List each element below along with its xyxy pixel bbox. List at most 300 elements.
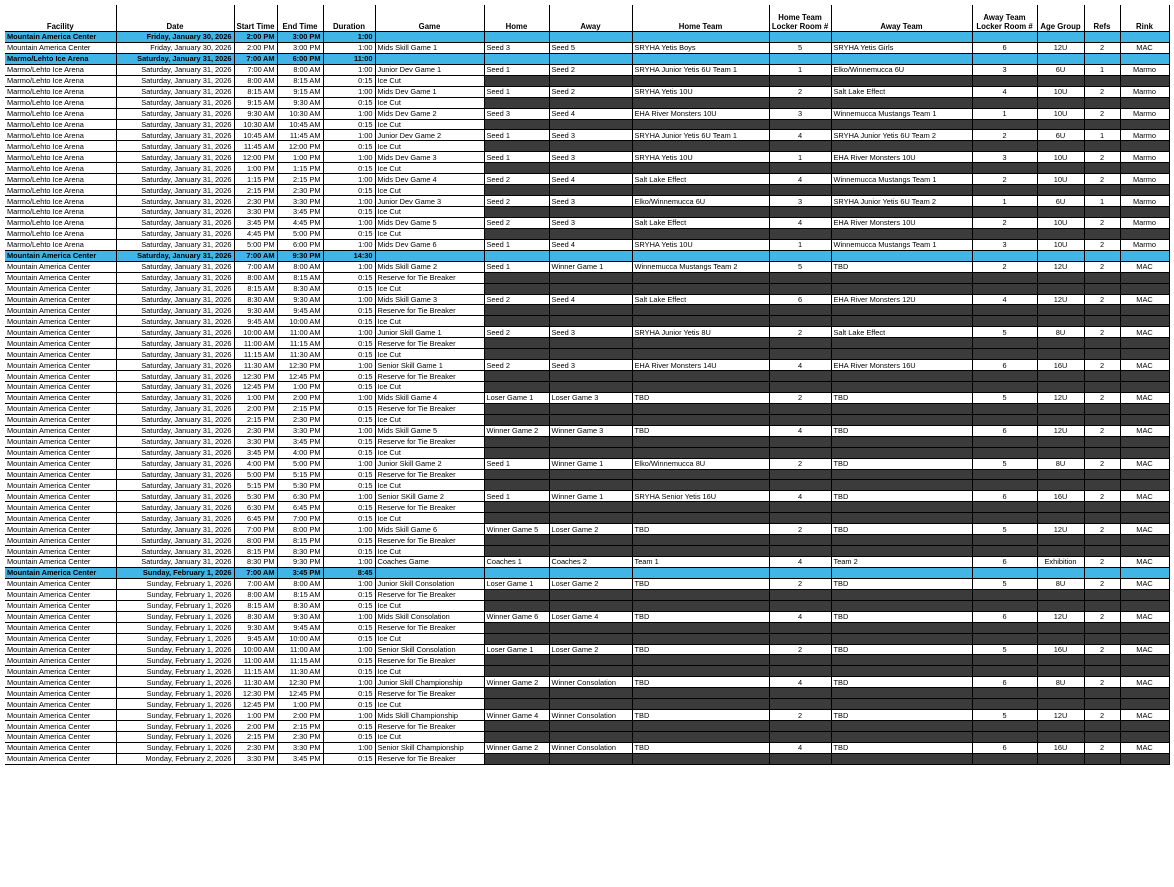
- cell-duration[interactable]: 0:15: [323, 228, 375, 239]
- cell-away[interactable]: Seed 3: [549, 130, 632, 141]
- cell-refs[interactable]: 2: [1084, 524, 1120, 535]
- cell-empty[interactable]: [549, 283, 632, 294]
- cell-end-time[interactable]: 6:45 PM: [277, 502, 323, 513]
- cell-duration[interactable]: 0:15: [323, 589, 375, 600]
- cell-facility[interactable]: Marmo/Lehto Ice Arena: [5, 185, 116, 196]
- col-age-group[interactable]: Age Group: [1037, 5, 1084, 32]
- cell-empty[interactable]: [632, 502, 769, 513]
- cell-empty[interactable]: [632, 228, 769, 239]
- cell-empty[interactable]: [1037, 250, 1084, 261]
- cell-empty[interactable]: [549, 721, 632, 732]
- cell-away-team[interactable]: Elko/Winnemucca 6U: [831, 64, 972, 75]
- cell-date[interactable]: Saturday, January 31, 2026: [116, 403, 234, 414]
- cell-start-time[interactable]: 2:15 PM: [234, 414, 277, 425]
- cell-home[interactable]: Loser Game 1: [484, 392, 549, 403]
- cell-facility[interactable]: Mountain America Center: [5, 480, 116, 491]
- cell-game[interactable]: Senior SKill Game 2: [375, 491, 484, 502]
- cell-empty[interactable]: [769, 53, 831, 64]
- cell-game[interactable]: Senior Skill Championship: [375, 742, 484, 753]
- cell-home-team[interactable]: Team 1: [632, 557, 769, 568]
- cell-empty[interactable]: [769, 469, 831, 480]
- cell-end-time[interactable]: 9:30 AM: [277, 97, 323, 108]
- cell-rink[interactable]: MAC: [1120, 611, 1169, 622]
- cell-age-group[interactable]: 16U: [1037, 360, 1084, 371]
- cell-empty[interactable]: [972, 469, 1037, 480]
- cell-away-team[interactable]: EHA River Monsters 12U: [831, 294, 972, 305]
- cell-empty[interactable]: [484, 97, 549, 108]
- cell-game[interactable]: Ice Cut: [375, 546, 484, 557]
- cell-end-time[interactable]: 10:30 AM: [277, 108, 323, 119]
- cell-empty[interactable]: [972, 513, 1037, 524]
- cell-end-time[interactable]: 12:30 PM: [277, 360, 323, 371]
- cell-empty[interactable]: [972, 699, 1037, 710]
- cell-start-time[interactable]: 2:30 PM: [234, 425, 277, 436]
- cell-start-time[interactable]: 11:15 AM: [234, 666, 277, 677]
- cell-facility[interactable]: Mountain America Center: [5, 360, 116, 371]
- cell-empty[interactable]: [549, 622, 632, 633]
- cell-start-time[interactable]: 8:15 AM: [234, 600, 277, 611]
- cell-home-locker[interactable]: 2: [769, 578, 831, 589]
- cell-start-time[interactable]: 8:00 AM: [234, 75, 277, 86]
- cell-empty[interactable]: [769, 753, 831, 764]
- cell-game[interactable]: Ice Cut: [375, 447, 484, 458]
- cell-empty[interactable]: [831, 699, 972, 710]
- cell-date[interactable]: Sunday, February 1, 2026: [116, 688, 234, 699]
- cell-facility[interactable]: Marmo/Lehto Ice Arena: [5, 152, 116, 163]
- cell-game[interactable]: Reserve for Tie Breaker: [375, 622, 484, 633]
- cell-away-locker[interactable]: 1: [972, 108, 1037, 119]
- cell-empty[interactable]: [1084, 546, 1120, 557]
- cell-facility[interactable]: Mountain America Center: [5, 535, 116, 546]
- cell-rink[interactable]: MAC: [1120, 392, 1169, 403]
- cell-empty[interactable]: [484, 283, 549, 294]
- cell-away-team[interactable]: Winnemucca Mustangs Team 1: [831, 108, 972, 119]
- cell-rink[interactable]: Marmo: [1120, 108, 1169, 119]
- cell-empty[interactable]: [549, 53, 632, 64]
- cell-away[interactable]: Seed 2: [549, 86, 632, 97]
- cell-away-team[interactable]: TBD: [831, 578, 972, 589]
- cell-date[interactable]: Saturday, January 31, 2026: [116, 272, 234, 283]
- cell-game[interactable]: Mids Dev Game 2: [375, 108, 484, 119]
- cell-empty[interactable]: [1084, 535, 1120, 546]
- cell-game[interactable]: Mids Dev Game 6: [375, 239, 484, 250]
- cell-age-group[interactable]: 8U: [1037, 327, 1084, 338]
- cell-empty[interactable]: [1084, 732, 1120, 743]
- cell-duration[interactable]: 1:00: [323, 611, 375, 622]
- cell-away[interactable]: Seed 2: [549, 64, 632, 75]
- cell-age-group[interactable]: 12U: [1037, 392, 1084, 403]
- cell-refs[interactable]: 2: [1084, 108, 1120, 119]
- cell-away[interactable]: Winner Game 3: [549, 425, 632, 436]
- cell-end-time[interactable]: 9:45 AM: [277, 305, 323, 316]
- cell-home-locker[interactable]: 3: [769, 196, 831, 207]
- cell-empty[interactable]: [972, 316, 1037, 327]
- cell-empty[interactable]: [769, 414, 831, 425]
- cell-empty[interactable]: [484, 502, 549, 513]
- cell-empty[interactable]: [632, 546, 769, 557]
- cell-home-team[interactable]: SRYHA Yetis 10U: [632, 239, 769, 250]
- cell-empty[interactable]: [549, 600, 632, 611]
- cell-home[interactable]: Seed 1: [484, 491, 549, 502]
- cell-date[interactable]: Saturday, January 31, 2026: [116, 163, 234, 174]
- cell-age-group[interactable]: 12U: [1037, 261, 1084, 272]
- cell-game[interactable]: Reserve for Tie Breaker: [375, 721, 484, 732]
- cell-start-time[interactable]: 1:00 PM: [234, 392, 277, 403]
- cell-date[interactable]: Saturday, January 31, 2026: [116, 349, 234, 360]
- cell-empty[interactable]: [1084, 283, 1120, 294]
- cell-start-time[interactable]: 8:30 AM: [234, 294, 277, 305]
- cell-start-time[interactable]: 8:00 PM: [234, 535, 277, 546]
- cell-empty[interactable]: [1084, 163, 1120, 174]
- cell-duration[interactable]: 1:00: [323, 152, 375, 163]
- cell-game[interactable]: Ice Cut: [375, 97, 484, 108]
- cell-empty[interactable]: [1084, 469, 1120, 480]
- cell-date[interactable]: Saturday, January 31, 2026: [116, 535, 234, 546]
- cell-empty[interactable]: [1120, 546, 1169, 557]
- cell-start-time[interactable]: 2:15 PM: [234, 732, 277, 743]
- cell-start-time[interactable]: 9:45 AM: [234, 633, 277, 644]
- cell-home[interactable]: Seed 1: [484, 152, 549, 163]
- cell-empty[interactable]: [831, 721, 972, 732]
- cell-empty[interactable]: [375, 53, 484, 64]
- cell-game[interactable]: Mids Skill Consolation: [375, 611, 484, 622]
- cell-empty[interactable]: [831, 622, 972, 633]
- cell-empty[interactable]: [549, 228, 632, 239]
- cell-empty[interactable]: [769, 546, 831, 557]
- cell-empty[interactable]: [972, 207, 1037, 218]
- cell-empty[interactable]: [1084, 272, 1120, 283]
- cell-empty[interactable]: [972, 535, 1037, 546]
- cell-end-time[interactable]: 2:30 PM: [277, 732, 323, 743]
- cell-empty[interactable]: [1120, 305, 1169, 316]
- cell-duration[interactable]: 1:00: [323, 86, 375, 97]
- cell-empty[interactable]: [1084, 382, 1120, 393]
- cell-away-locker[interactable]: 6: [972, 425, 1037, 436]
- cell-home[interactable]: Seed 1: [484, 239, 549, 250]
- cell-date[interactable]: Saturday, January 31, 2026: [116, 524, 234, 535]
- cell-empty[interactable]: [1037, 655, 1084, 666]
- cell-empty[interactable]: [1084, 305, 1120, 316]
- cell-duration[interactable]: 0:15: [323, 338, 375, 349]
- cell-age-group[interactable]: 6U: [1037, 196, 1084, 207]
- cell-date[interactable]: Saturday, January 31, 2026: [116, 371, 234, 382]
- cell-empty[interactable]: [831, 32, 972, 43]
- cell-empty[interactable]: [1120, 283, 1169, 294]
- cell-date[interactable]: Sunday, February 1, 2026: [116, 611, 234, 622]
- cell-home-team[interactable]: Elko/Winnemucca 6U: [632, 196, 769, 207]
- cell-date[interactable]: Saturday, January 31, 2026: [116, 392, 234, 403]
- cell-home-team[interactable]: TBD: [632, 611, 769, 622]
- cell-age-group[interactable]: Exhibition: [1037, 557, 1084, 568]
- cell-end-time[interactable]: 5:00 PM: [277, 228, 323, 239]
- cell-age-group[interactable]: 10U: [1037, 239, 1084, 250]
- cell-facility[interactable]: Marmo/Lehto Ice Arena: [5, 174, 116, 185]
- cell-empty[interactable]: [549, 97, 632, 108]
- cell-end-time[interactable]: 8:15 PM: [277, 535, 323, 546]
- cell-away-locker[interactable]: 6: [972, 42, 1037, 53]
- cell-refs[interactable]: 2: [1084, 557, 1120, 568]
- cell-empty[interactable]: [549, 688, 632, 699]
- cell-home[interactable]: Seed 2: [484, 327, 549, 338]
- cell-empty[interactable]: [831, 185, 972, 196]
- cell-empty[interactable]: [769, 403, 831, 414]
- cell-start-time[interactable]: 2:15 PM: [234, 185, 277, 196]
- cell-empty[interactable]: [632, 32, 769, 43]
- cell-away[interactable]: Coaches 2: [549, 557, 632, 568]
- col-end-time[interactable]: End Time: [277, 5, 323, 32]
- cell-empty[interactable]: [769, 75, 831, 86]
- cell-game[interactable]: Reserve for Tie Breaker: [375, 502, 484, 513]
- cell-home-team[interactable]: TBD: [632, 710, 769, 721]
- cell-home-locker[interactable]: 4: [769, 130, 831, 141]
- cell-end-time[interactable]: 2:30 PM: [277, 414, 323, 425]
- cell-date[interactable]: Saturday, January 31, 2026: [116, 64, 234, 75]
- cell-empty[interactable]: [1120, 349, 1169, 360]
- cell-empty[interactable]: [1120, 535, 1169, 546]
- cell-home[interactable]: Seed 1: [484, 458, 549, 469]
- cell-end-time[interactable]: 2:15 PM: [277, 721, 323, 732]
- cell-empty[interactable]: [831, 480, 972, 491]
- cell-game[interactable]: Mids Skill Championship: [375, 710, 484, 721]
- cell-end-time[interactable]: 8:15 AM: [277, 589, 323, 600]
- cell-empty[interactable]: [1120, 272, 1169, 283]
- cell-game[interactable]: Coaches Game: [375, 557, 484, 568]
- cell-empty[interactable]: [1037, 283, 1084, 294]
- cell-age-group[interactable]: 12U: [1037, 425, 1084, 436]
- cell-away[interactable]: Loser Game 3: [549, 392, 632, 403]
- cell-away[interactable]: Seed 4: [549, 108, 632, 119]
- cell-rink[interactable]: MAC: [1120, 578, 1169, 589]
- cell-empty[interactable]: [831, 688, 972, 699]
- cell-date[interactable]: Saturday, January 31, 2026: [116, 239, 234, 250]
- cell-home-team[interactable]: TBD: [632, 392, 769, 403]
- cell-home[interactable]: Winner Game 2: [484, 425, 549, 436]
- cell-age-group[interactable]: 12U: [1037, 294, 1084, 305]
- cell-home[interactable]: Seed 3: [484, 42, 549, 53]
- cell-date[interactable]: Saturday, January 31, 2026: [116, 502, 234, 513]
- cell-home[interactable]: Seed 3: [484, 108, 549, 119]
- cell-empty[interactable]: [1037, 403, 1084, 414]
- cell-facility[interactable]: Mountain America Center: [5, 633, 116, 644]
- cell-empty[interactable]: [484, 480, 549, 491]
- cell-end-time[interactable]: 11:00 AM: [277, 327, 323, 338]
- cell-empty[interactable]: [632, 721, 769, 732]
- cell-home-team[interactable]: TBD: [632, 425, 769, 436]
- cell-rink[interactable]: Marmo: [1120, 196, 1169, 207]
- cell-refs[interactable]: 2: [1084, 86, 1120, 97]
- cell-game[interactable]: Junior Skill Game 2: [375, 458, 484, 469]
- cell-refs[interactable]: 2: [1084, 578, 1120, 589]
- cell-facility[interactable]: Mountain America Center: [5, 458, 116, 469]
- cell-home-team[interactable]: SRYHA Yetis 10U: [632, 86, 769, 97]
- cell-date[interactable]: Saturday, January 31, 2026: [116, 425, 234, 436]
- cell-start-time[interactable]: 8:00 AM: [234, 272, 277, 283]
- cell-facility[interactable]: Mountain America Center: [5, 644, 116, 655]
- cell-empty[interactable]: [1037, 622, 1084, 633]
- cell-empty[interactable]: [1037, 513, 1084, 524]
- cell-empty[interactable]: [1037, 589, 1084, 600]
- cell-duration[interactable]: 0:15: [323, 316, 375, 327]
- cell-empty[interactable]: [632, 349, 769, 360]
- cell-end-time[interactable]: 5:30 PM: [277, 480, 323, 491]
- cell-rink[interactable]: MAC: [1120, 294, 1169, 305]
- cell-facility[interactable]: Mountain America Center: [5, 32, 116, 43]
- cell-start-time[interactable]: 7:00 PM: [234, 524, 277, 535]
- cell-empty[interactable]: [1037, 371, 1084, 382]
- cell-empty[interactable]: [1084, 349, 1120, 360]
- cell-age-group[interactable]: 12U: [1037, 710, 1084, 721]
- cell-empty[interactable]: [769, 502, 831, 513]
- cell-facility[interactable]: Mountain America Center: [5, 557, 116, 568]
- cell-facility[interactable]: Mountain America Center: [5, 611, 116, 622]
- cell-empty[interactable]: [831, 382, 972, 393]
- cell-duration[interactable]: 0:15: [323, 119, 375, 130]
- cell-empty[interactable]: [1037, 185, 1084, 196]
- cell-rink[interactable]: MAC: [1120, 677, 1169, 688]
- cell-start-time[interactable]: 7:00 AM: [234, 53, 277, 64]
- cell-empty[interactable]: [769, 600, 831, 611]
- cell-end-time[interactable]: 9:30 PM: [277, 250, 323, 261]
- cell-home[interactable]: Seed 2: [484, 174, 549, 185]
- cell-game[interactable]: Reserve for Tie Breaker: [375, 371, 484, 382]
- cell-empty[interactable]: [1037, 535, 1084, 546]
- cell-date[interactable]: Sunday, February 1, 2026: [116, 578, 234, 589]
- cell-duration[interactable]: 1:00: [323, 491, 375, 502]
- cell-start-time[interactable]: 6:45 PM: [234, 513, 277, 524]
- cell-start-time[interactable]: 10:00 AM: [234, 327, 277, 338]
- cell-end-time[interactable]: 8:00 PM: [277, 524, 323, 535]
- cell-empty[interactable]: [484, 371, 549, 382]
- cell-start-time[interactable]: 2:30 PM: [234, 742, 277, 753]
- cell-empty[interactable]: [484, 414, 549, 425]
- cell-away-team[interactable]: TBD: [831, 644, 972, 655]
- cell-home-locker[interactable]: 2: [769, 327, 831, 338]
- cell-facility[interactable]: Mountain America Center: [5, 250, 116, 261]
- cell-empty[interactable]: [1037, 633, 1084, 644]
- cell-empty[interactable]: [1084, 721, 1120, 732]
- cell-empty[interactable]: [972, 283, 1037, 294]
- cell-home-team[interactable]: TBD: [632, 578, 769, 589]
- cell-end-time[interactable]: 6:00 PM: [277, 53, 323, 64]
- cell-empty[interactable]: [1120, 250, 1169, 261]
- cell-empty[interactable]: [484, 250, 549, 261]
- cell-home-team[interactable]: Salt Lake Effect: [632, 294, 769, 305]
- cell-away-locker[interactable]: 6: [972, 677, 1037, 688]
- cell-duration[interactable]: 1:00: [323, 578, 375, 589]
- cell-empty[interactable]: [632, 414, 769, 425]
- cell-empty[interactable]: [632, 75, 769, 86]
- cell-empty[interactable]: [831, 666, 972, 677]
- cell-empty[interactable]: [972, 666, 1037, 677]
- col-game[interactable]: Game: [375, 5, 484, 32]
- cell-duration[interactable]: 1:00: [323, 261, 375, 272]
- cell-empty[interactable]: [484, 535, 549, 546]
- cell-duration[interactable]: 0:15: [323, 185, 375, 196]
- cell-away[interactable]: Seed 3: [549, 152, 632, 163]
- cell-date[interactable]: Saturday, January 31, 2026: [116, 327, 234, 338]
- cell-empty[interactable]: [769, 371, 831, 382]
- cell-away-team[interactable]: TBD: [831, 425, 972, 436]
- cell-empty[interactable]: [972, 753, 1037, 764]
- cell-end-time[interactable]: 8:30 PM: [277, 546, 323, 557]
- cell-end-time[interactable]: 3:45 PM: [277, 567, 323, 578]
- col-away[interactable]: Away: [549, 5, 632, 32]
- cell-home-locker[interactable]: 1: [769, 64, 831, 75]
- cell-empty[interactable]: [549, 207, 632, 218]
- cell-home-team[interactable]: Elko/Winnemucca 8U: [632, 458, 769, 469]
- cell-home-team[interactable]: Salt Lake Effect: [632, 174, 769, 185]
- cell-away-team[interactable]: TBD: [831, 611, 972, 622]
- cell-empty[interactable]: [1120, 403, 1169, 414]
- cell-home[interactable]: Seed 2: [484, 360, 549, 371]
- cell-date[interactable]: Saturday, January 31, 2026: [116, 207, 234, 218]
- cell-away-locker[interactable]: 5: [972, 392, 1037, 403]
- cell-away-team[interactable]: EHA River Monsters 10U: [831, 217, 972, 228]
- cell-empty[interactable]: [831, 546, 972, 557]
- cell-home[interactable]: Winner Game 5: [484, 524, 549, 535]
- cell-empty[interactable]: [1037, 469, 1084, 480]
- cell-facility[interactable]: Mountain America Center: [5, 742, 116, 753]
- cell-empty[interactable]: [831, 403, 972, 414]
- cell-away-locker[interactable]: 5: [972, 578, 1037, 589]
- cell-empty[interactable]: [549, 316, 632, 327]
- cell-empty[interactable]: [831, 163, 972, 174]
- cell-home-locker[interactable]: 4: [769, 217, 831, 228]
- cell-game[interactable]: Mids Skill Game 1: [375, 42, 484, 53]
- cell-empty[interactable]: [972, 732, 1037, 743]
- cell-empty[interactable]: [831, 469, 972, 480]
- cell-facility[interactable]: Mountain America Center: [5, 589, 116, 600]
- cell-home-team[interactable]: SRYHA Junior Yetis 6U Team 1: [632, 130, 769, 141]
- cell-duration[interactable]: 0:15: [323, 272, 375, 283]
- cell-duration[interactable]: 0:15: [323, 732, 375, 743]
- cell-date[interactable]: Sunday, February 1, 2026: [116, 721, 234, 732]
- cell-end-time[interactable]: 10:00 AM: [277, 316, 323, 327]
- cell-empty[interactable]: [1084, 250, 1120, 261]
- cell-end-time[interactable]: 9:30 AM: [277, 611, 323, 622]
- cell-date[interactable]: Sunday, February 1, 2026: [116, 567, 234, 578]
- cell-home-team[interactable]: Salt Lake Effect: [632, 217, 769, 228]
- cell-empty[interactable]: [1037, 97, 1084, 108]
- cell-empty[interactable]: [1120, 688, 1169, 699]
- cell-away[interactable]: Seed 5: [549, 42, 632, 53]
- cell-empty[interactable]: [1037, 666, 1084, 677]
- cell-empty[interactable]: [972, 141, 1037, 152]
- cell-refs[interactable]: 2: [1084, 710, 1120, 721]
- cell-end-time[interactable]: 10:45 AM: [277, 119, 323, 130]
- cell-away-team[interactable]: TBD: [831, 524, 972, 535]
- cell-empty[interactable]: [632, 316, 769, 327]
- cell-end-time[interactable]: 2:30 PM: [277, 185, 323, 196]
- cell-facility[interactable]: Marmo/Lehto Ice Arena: [5, 64, 116, 75]
- cell-empty[interactable]: [972, 32, 1037, 43]
- cell-away-locker[interactable]: 4: [972, 86, 1037, 97]
- cell-empty[interactable]: [1120, 447, 1169, 458]
- cell-away[interactable]: Winner Game 1: [549, 491, 632, 502]
- cell-empty[interactable]: [632, 600, 769, 611]
- cell-facility[interactable]: Marmo/Lehto Ice Arena: [5, 130, 116, 141]
- cell-empty[interactable]: [549, 666, 632, 677]
- cell-empty[interactable]: [972, 119, 1037, 130]
- cell-date[interactable]: Saturday, January 31, 2026: [116, 546, 234, 557]
- cell-duration[interactable]: 0:15: [323, 622, 375, 633]
- cell-empty[interactable]: [484, 699, 549, 710]
- cell-empty[interactable]: [769, 567, 831, 578]
- cell-refs[interactable]: 2: [1084, 677, 1120, 688]
- cell-date[interactable]: Saturday, January 31, 2026: [116, 360, 234, 371]
- cell-date[interactable]: Saturday, January 31, 2026: [116, 338, 234, 349]
- cell-date[interactable]: Saturday, January 31, 2026: [116, 491, 234, 502]
